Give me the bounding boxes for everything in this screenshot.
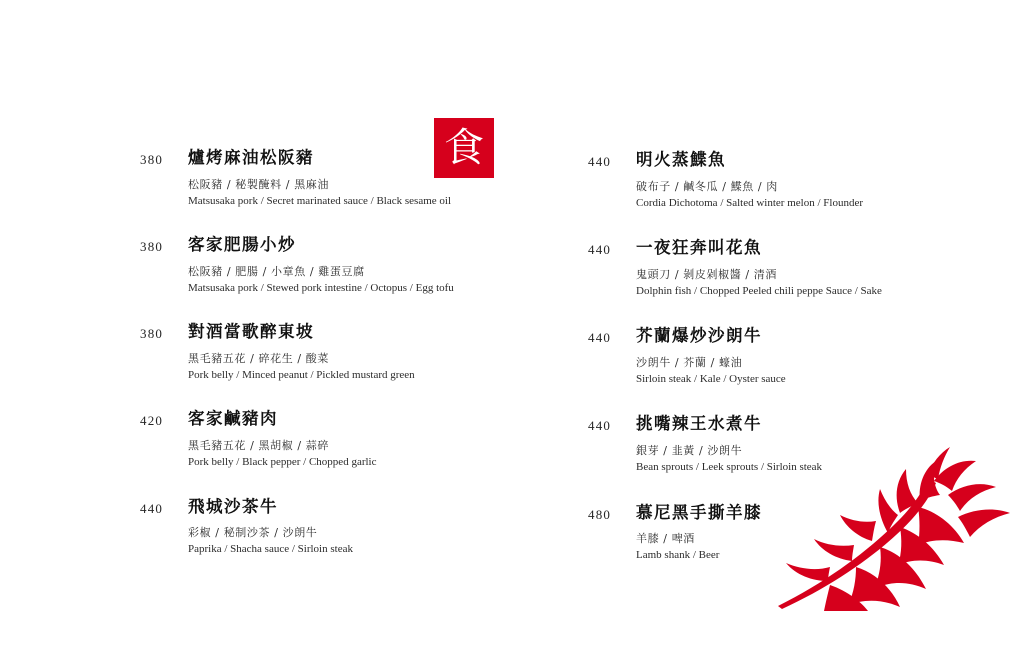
item-ingredients-zh: 破布子 / 鹹冬瓜 / 鰈魚 / 肉 xyxy=(636,179,778,193)
item-ingredients-zh: 鬼頭刀 / 剝皮剁椒醬 / 清酒 xyxy=(636,267,777,281)
item-name: 一夜狂奔叫花魚 xyxy=(636,238,762,258)
item-ingredients-en: Lamb shank / Beer xyxy=(636,549,720,562)
item-body xyxy=(188,497,500,558)
item-ingredients-en: Matsusaka pork / Stewed pork intestine / Octopus / Egg tofu xyxy=(188,281,454,294)
item-ingredients-zh: 沙朗牛 / 芥蘭 / 蠔油 xyxy=(636,356,743,370)
item-ingredients-zh: 黑毛豬五花 / 碎花生 / 酸菜 xyxy=(188,352,329,366)
item-body xyxy=(188,235,500,296)
item-body xyxy=(636,238,948,299)
item-price: 440 xyxy=(588,418,612,434)
item-ingredients-en: Bean sprouts / Leek sprouts / Sirloin steak xyxy=(636,461,823,474)
item-ingredients-en: Dolphin fish / Chopped Peeled chili peppe Sauce / Sake xyxy=(636,284,882,297)
item-price: 380 xyxy=(140,152,164,167)
logo-glyph: 食 xyxy=(444,125,484,170)
item-name: 芥蘭爆炒沙朗牛 xyxy=(636,326,762,346)
item-name: 飛城沙茶牛 xyxy=(188,496,278,516)
item-price: 440 xyxy=(140,500,164,516)
item-ingredients-zh: 銀芽 / 韭黃 / 沙朗牛 xyxy=(636,444,743,458)
item-price: 440 xyxy=(588,330,612,346)
item-price: 380 xyxy=(140,326,164,342)
item-price: 440 xyxy=(588,154,612,169)
item-price: 380 xyxy=(140,239,164,255)
item-ingredients-en: Sirloin steak / Kale / Oyster sauce xyxy=(636,372,786,385)
item-ingredients-zh: 松阪豬 / 肥腸 / 小章魚 / 雞蛋豆腐 xyxy=(188,264,365,278)
item-body xyxy=(636,503,948,564)
item-ingredients-en: Matsusaka pork / Secret marinated sauce / Black sesame oil xyxy=(188,194,451,207)
item-ingredients-zh: 松阪豬 / 秘製醃料 / 黑麻油 xyxy=(188,177,329,191)
menu-column-right xyxy=(588,150,948,591)
item-body xyxy=(636,414,948,475)
item-ingredients-zh: 黑毛豬五花 / 黑胡椒 / 蒜碎 xyxy=(188,439,329,453)
menu-column-left xyxy=(140,148,500,584)
item-body xyxy=(188,148,500,209)
menu-item xyxy=(140,235,500,296)
menu-item xyxy=(588,238,948,299)
item-name: 對酒當歌醉東坡 xyxy=(188,322,314,342)
item-ingredients-en: Pork belly / Black pepper / Chopped garlic xyxy=(188,456,377,469)
item-name: 挑嘴辣王水煮牛 xyxy=(636,414,762,434)
item-name: 爐烤麻油松阪豬 xyxy=(188,148,314,167)
item-body xyxy=(188,322,500,383)
item-name: 慕尼黑手撕羊膝 xyxy=(636,502,762,522)
item-price: 420 xyxy=(140,413,164,429)
item-body xyxy=(636,326,948,387)
menu-item xyxy=(588,414,948,475)
menu-item xyxy=(140,322,500,383)
menu-item xyxy=(140,409,500,470)
menu-item xyxy=(140,148,500,209)
item-price: 440 xyxy=(588,242,612,258)
menu-item xyxy=(588,326,948,387)
item-price: 480 xyxy=(588,506,612,522)
item-ingredients-en: Pork belly / Minced peanut / Pickled mustard green xyxy=(188,368,415,381)
item-body xyxy=(636,150,948,211)
item-ingredients-en: Paprika / Shacha sauce / Sirloin steak xyxy=(188,543,353,556)
item-body xyxy=(188,409,500,470)
item-ingredients-zh: 彩椒 / 秘制沙茶 / 沙朗牛 xyxy=(188,526,318,540)
item-name: 客家肥腸小炒 xyxy=(188,235,296,255)
item-name: 明火蒸鰈魚 xyxy=(636,150,726,169)
menu-item xyxy=(588,150,948,211)
menu-item xyxy=(140,497,500,558)
menu-item xyxy=(588,503,948,564)
item-ingredients-en: Cordia Dichotoma / Salted winter melon / Flounder xyxy=(636,196,863,209)
item-name: 客家鹹豬肉 xyxy=(188,409,278,429)
item-ingredients-zh: 羊膝 / 啤酒 xyxy=(636,532,695,546)
